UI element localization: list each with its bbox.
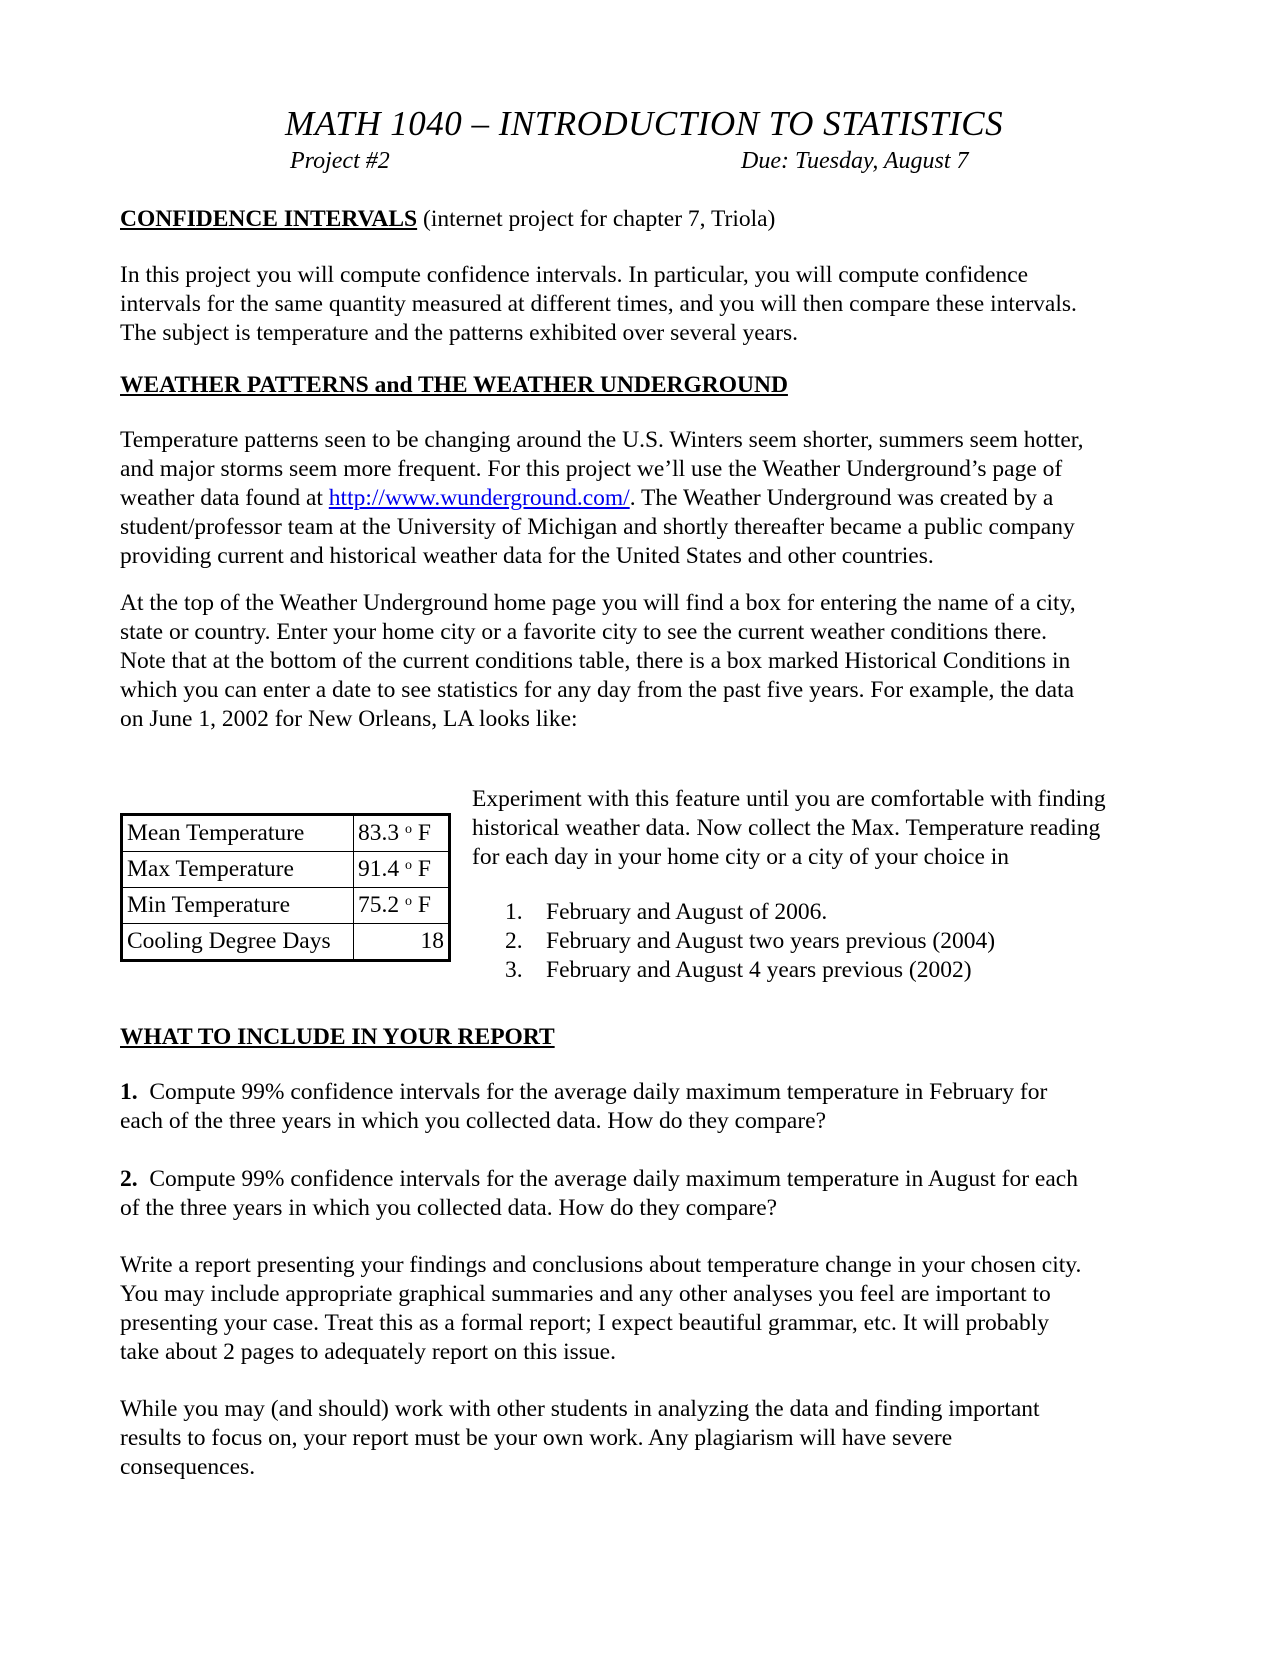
paragraph-line: each of the three years in which you collected data. How do they compare? (120, 1108, 827, 1134)
paragraph-line: results to focus on, your report must be your own work. Any plagiarism will have severe (120, 1425, 953, 1451)
data-collection-list (505, 898, 995, 985)
weather-data-table (120, 813, 451, 962)
paragraph-line: The subject is temperature and the patterns exhibited over several years. (120, 320, 798, 346)
section-heading-report: WHAT TO INCLUDE IN YOUR REPORT (120, 1024, 555, 1050)
project-number: Project #2 (290, 148, 390, 174)
table-cell-label: Min Temperature (122, 888, 354, 924)
paragraph-line: which you can enter a date to see statistics for any day from the past five years. For example, the data (120, 677, 1075, 703)
table-row (122, 852, 450, 888)
paragraph-line: At the top of the Weather Underground home page you will find a box for entering the name of a city, (120, 590, 1076, 616)
paragraph-line: intervals for the same quantity measured at different times, and you will then compare these intervals. (120, 291, 1077, 317)
paragraph-line: consequences. (120, 1454, 256, 1480)
list-item: 1. February and August of 2006. (505, 899, 828, 925)
table-row (122, 924, 450, 961)
item-number: 2. (120, 1166, 138, 1192)
weather-heading-line (120, 371, 1180, 400)
section-heading-confidence-intervals: CONFIDENCE INTERVALS (120, 206, 418, 232)
degree-symbol: o (405, 822, 412, 837)
paragraph-line: Write a report presenting your findings and conclusions about temperature change in your chosen city. (120, 1252, 1082, 1278)
wunderground-link[interactable]: http://www.wunderground.com/ (328, 485, 630, 511)
report-item-1 (120, 1078, 1180, 1136)
paragraph-line: for each day in your home city or a city of your choice in (472, 844, 1010, 870)
paragraph-line: 2. Compute 99% confidence intervals for the average daily maximum temperature in August for each (120, 1166, 1078, 1192)
paragraph-line: Experiment with this feature until you are comfortable with finding (472, 786, 1106, 812)
page-title: MATH 1040 – INTRODUCTION TO STATISTICS (285, 104, 1004, 143)
paragraph-line: presenting your case. Treat this as a formal report; I expect beautiful grammar, etc. It will probably (120, 1310, 1049, 1336)
report-instructions-paragraph (120, 1251, 1180, 1367)
section-confidence-intervals-heading-line (120, 205, 1180, 234)
report-item-2 (120, 1165, 1180, 1223)
table-cell-value: 75.2 $^o$ F (354, 888, 450, 924)
paragraph-line: Note that at the bottom of the current conditions table, there is a box marked Historical Conditions in (120, 648, 1071, 674)
paragraph-line: You may include appropriate graphical summaries and any other analyses you feel are important to (120, 1281, 1051, 1307)
paragraph-line: historical weather data. Now collect the Max. Temperature reading (472, 815, 1101, 841)
table-cell-label: Mean Temperature (122, 815, 354, 852)
degree-symbol: o (405, 894, 412, 909)
weather-paragraph-2 (120, 589, 1180, 734)
paragraph-line: take about 2 pages to adequately report on this issue. (120, 1339, 616, 1365)
section-heading-note: (internet project for chapter 7, Triola) (417, 206, 776, 232)
paragraph-line: In this project you will compute confidence intervals. In particular, you will compute confidence (120, 262, 1029, 288)
list-item: 3. February and August 4 years previous (2002) (505, 957, 972, 983)
paragraph-line: 1. Compute 99% confidence intervals for the average daily maximum temperature in February for (120, 1079, 1048, 1105)
experiment-paragraph (472, 785, 1106, 872)
due-date: Due: Tuesday, August 7 (741, 148, 969, 174)
paragraph-line: Temperature patterns seen to be changing around the U.S. Winters seem shorter, summers seem hotter, (120, 427, 1084, 453)
link-prefix: weather data found at (120, 485, 329, 511)
table-row (122, 888, 450, 924)
plagiarism-paragraph (120, 1395, 1180, 1482)
degree-symbol: o (405, 858, 412, 873)
table-cell-value: 18 (354, 924, 450, 961)
table-cell-label: Cooling Degree Days (122, 924, 354, 961)
paragraph-line: providing current and historical weather data for the United States and other countries. (120, 543, 934, 569)
report-heading-line (120, 1023, 1180, 1052)
paragraph-line: on June 1, 2002 for New Orleans, LA looks like: (120, 706, 578, 732)
paragraph-line: and major storms seem more frequent. For this project we’ll use the Weather Underground’s page of (120, 456, 1063, 482)
link-suffix: . The Weather Underground was created by a (629, 485, 1054, 511)
paragraph-line-with-link (120, 484, 1180, 513)
paragraph-line: student/professor team at the University of Michigan and shortly thereafter became a public company (120, 514, 1075, 540)
intro-paragraph (120, 261, 1180, 348)
table-row (122, 815, 450, 852)
weather-paragraph-1 (120, 426, 1180, 571)
paragraph-line: state or country. Enter your home city or a favorite city to see the current weather conditions there. (120, 619, 1048, 645)
section-heading-weather-patterns: WEATHER PATTERNS and THE WEATHER UNDERGROUND (120, 372, 788, 398)
table-cell-label: Max Temperature (122, 852, 354, 888)
item-number: 1. (120, 1079, 138, 1105)
paragraph-line: of the three years in which you collected data. How do they compare? (120, 1195, 778, 1221)
paragraph-line: While you may (and should) work with other students in analyzing the data and finding important (120, 1396, 1040, 1422)
list-item: 2. February and August two years previous (2004) (505, 928, 996, 954)
table-cell-value: 91.4 $^o$ F (354, 852, 450, 888)
table-cell-value: 83.3 $^o$ F (354, 815, 450, 852)
